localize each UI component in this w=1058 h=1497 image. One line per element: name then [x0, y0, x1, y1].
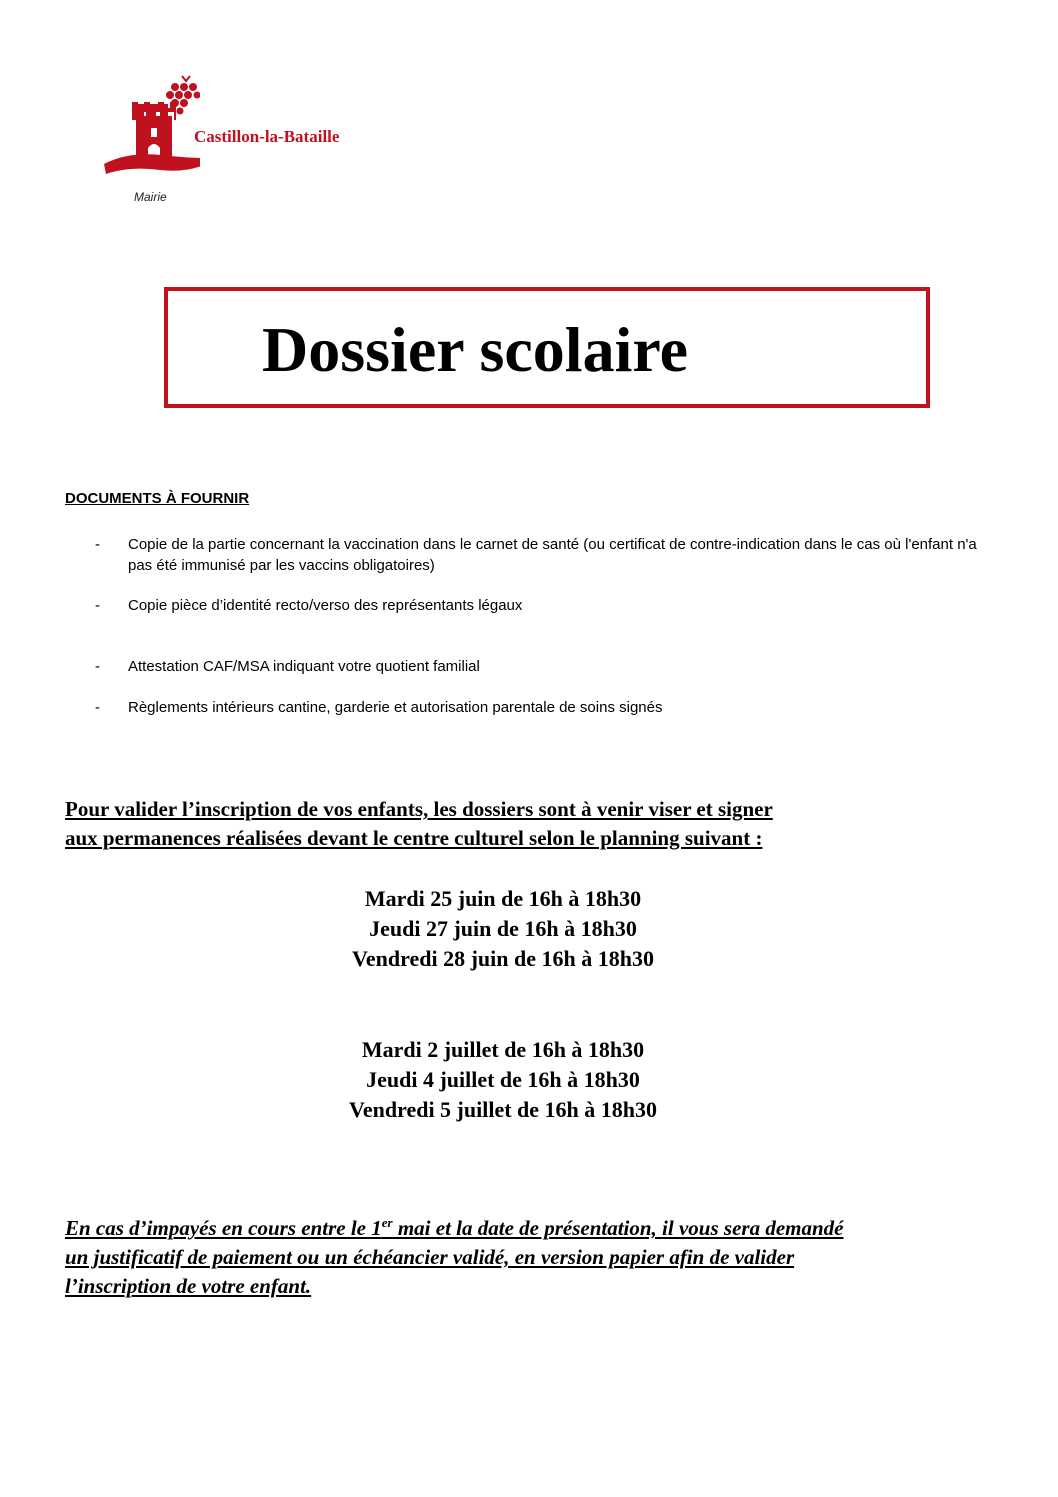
- ordinal-suffix: er: [381, 1215, 393, 1230]
- schedule-june: [0, 884, 1006, 974]
- documents-heading: DOCUMENTS À FOURNIR: [65, 490, 250, 507]
- castle-grapes-icon: [100, 72, 200, 192]
- list-item-text: Règlements intérieurs cantine, garderie et autorisation parentale de soins signés: [128, 699, 663, 716]
- schedule-entry: Vendredi 5 juillet de 16h à 18h30: [348, 1097, 658, 1122]
- logo-town-name: Castillon-la-Bataille: [194, 127, 340, 146]
- validation-notice: [65, 795, 965, 853]
- warning-text: En cas d’impayés en cours entre le 1: [65, 1216, 382, 1240]
- mairie-logo: [100, 72, 400, 212]
- warning-line: un justificatif de paiement ou un échéancier validé, en version papier afin de valider: [65, 1245, 795, 1269]
- notice-line: aux permanences réalisées devant le centre culturel selon le planning suivant :: [65, 826, 763, 850]
- list-item-text: Copie pièce d’identité recto/verso des représentants légaux: [128, 597, 523, 614]
- title-frame: [164, 287, 930, 408]
- schedule-entry: Mardi 25 juin de 16h à 18h30: [364, 886, 642, 911]
- warning-line: [65, 1214, 995, 1243]
- warning-line: l’inscription de votre enfant.: [65, 1274, 312, 1298]
- list-bullet: -: [95, 597, 100, 614]
- schedule-entry: Jeudi 4 juillet de 16h à 18h30: [366, 1067, 640, 1092]
- list-bullet: -: [95, 658, 100, 675]
- notice-line: Pour valider l’inscription de vos enfants, les dossiers sont à venir viser et signer: [65, 797, 773, 821]
- schedule-entry: Vendredi 28 juin de 16h à 18h30: [352, 946, 654, 971]
- warning-text: mai et la date de présentation, il vous sera demandé: [392, 1216, 844, 1240]
- schedule-entry: Mardi 2 juillet de 16h à 18h30: [361, 1037, 645, 1062]
- page-title: Dossier scolaire: [262, 314, 688, 385]
- list-bullet: -: [95, 536, 100, 553]
- list-item-text: Attestation CAF/MSA indiquant votre quotient familial: [128, 658, 480, 675]
- schedule-entry: Jeudi 27 juin de 16h à 18h30: [369, 916, 637, 941]
- schedule-july: [0, 1035, 1006, 1125]
- logo-subtitle: Mairie: [134, 190, 167, 204]
- list-bullet: -: [95, 699, 100, 716]
- list-item-text: Copie de la partie concernant la vaccination dans le carnet de santé (ou certificat de contre-indication dans le cas où l'enfant n'a pas été immunisé par les vaccins obligatoires): [128, 536, 977, 574]
- unpaid-warning: [65, 1214, 995, 1301]
